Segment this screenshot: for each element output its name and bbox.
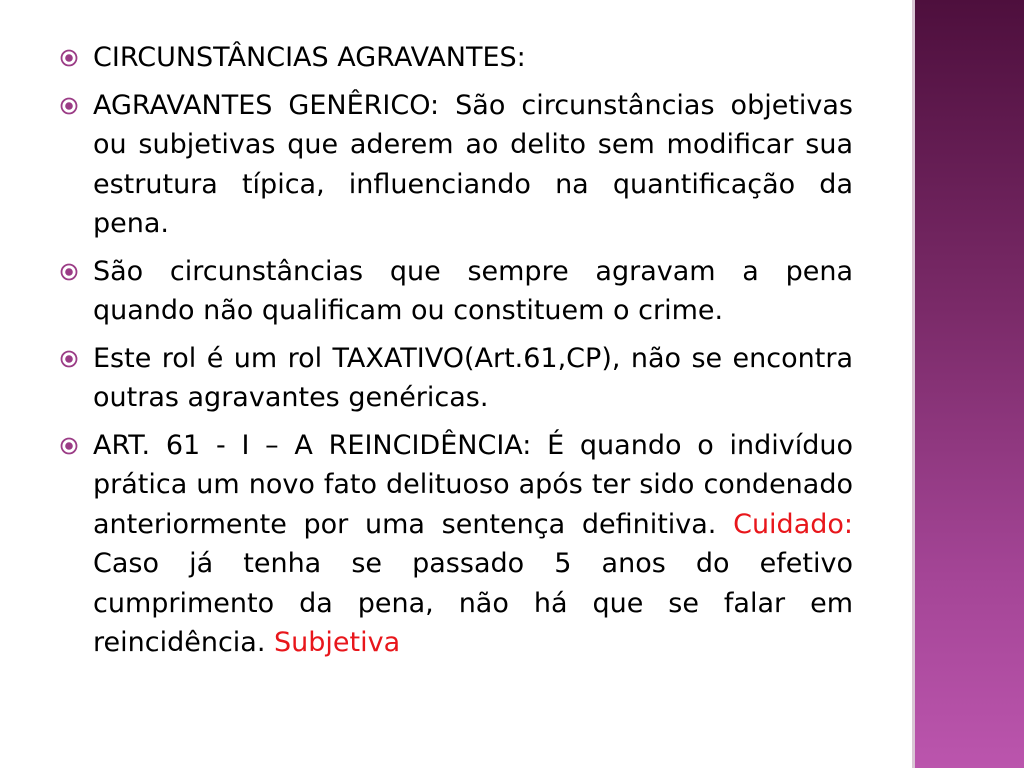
- bullet-item: [60, 339, 853, 418]
- highlight-text: Cuidado:: [733, 508, 853, 540]
- bullet-text: Este rol é um rol TAXATIVO(Art.61,CP), não se encontra outras agravantes genéricas.: [93, 342, 853, 413]
- circle-bullet-icon: [60, 97, 78, 115]
- bullet-text: São circunstâncias que sempre agravam a pena quando não qualificam ou constituem o crime.: [93, 255, 853, 326]
- circle-bullet-icon: [60, 263, 78, 281]
- circle-bullet-icon: [60, 49, 78, 67]
- bullet-item: [60, 252, 853, 331]
- decorative-side-band: [912, 0, 1024, 768]
- side-band-edge: [912, 0, 915, 768]
- slide-content: [60, 38, 853, 671]
- circle-bullet-icon: [60, 350, 78, 368]
- bullet-text: CIRCUNSTÂNCIAS AGRAVANTES:: [93, 42, 526, 73]
- bullet-text: AGRAVANTES GENÊRICO: São circunstâncias objetivas ou subjetivas que aderem ao delito sem modificar sua estrutura típica, influenciando na quantificação da pena.: [93, 89, 853, 239]
- circle-bullet-icon: [60, 437, 78, 455]
- bullet-text-part: ART. 61 - I – A REINCIDÊNCIA: É quando o indivíduo prática um novo fato delituoso após ter sido condenado anteriormente por uma sentença definitiva.: [93, 429, 853, 540]
- highlight-text: Subjetiva: [274, 627, 401, 658]
- bullet-item: [60, 86, 853, 244]
- bullet-text-part: Caso já tenha se passado 5 anos do efetivo cumprimento da pena, não há que se falar em reincidência.: [93, 548, 853, 658]
- bullet-item: [60, 38, 853, 78]
- bullet-item: [60, 426, 853, 663]
